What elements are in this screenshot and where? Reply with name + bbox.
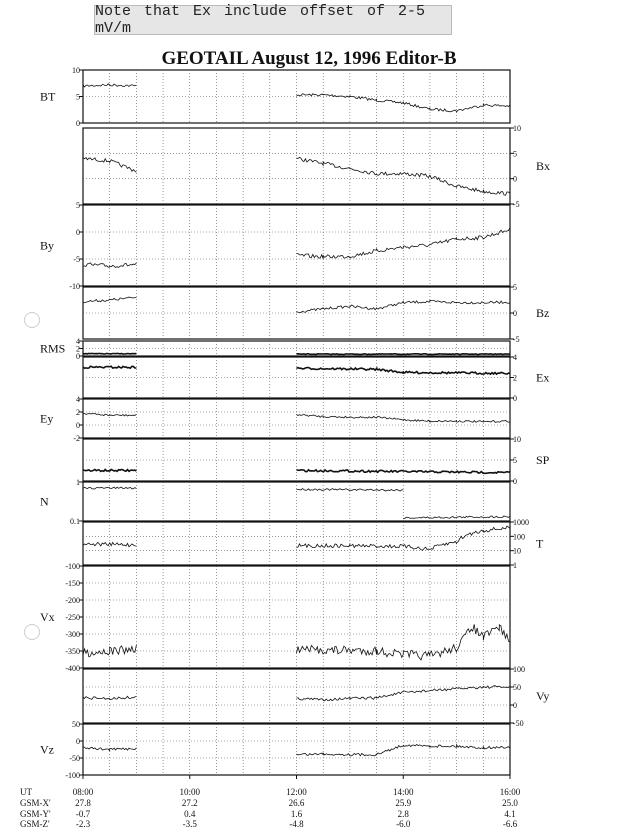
tick-label: 2 xyxy=(76,408,80,417)
tick-label: 0 xyxy=(76,737,80,746)
gsm-x-value: 25.0 xyxy=(502,798,518,808)
tick-label: -50 xyxy=(69,754,80,763)
panel-by xyxy=(79,205,510,286)
label-bz: Bz xyxy=(536,306,550,320)
panel-n xyxy=(79,482,510,521)
panel-bx xyxy=(83,128,514,204)
label-rms: RMS xyxy=(40,341,66,356)
gsm-z-value: -3.5 xyxy=(182,819,197,829)
tick-label: 5 xyxy=(76,201,80,210)
series-line-bt xyxy=(83,84,136,87)
tick-label: -2 xyxy=(73,434,80,443)
chart-title: GEOTAIL August 12, 1996 Editor-B xyxy=(161,48,457,69)
tick-label: 100 xyxy=(513,532,525,542)
gsm-z-value: -6.6 xyxy=(502,819,518,829)
tick-label: 5 xyxy=(513,149,517,159)
tick-label: -5 xyxy=(513,335,520,344)
tick-label: -350 xyxy=(65,647,80,656)
tick-label: 10 xyxy=(513,124,521,133)
tick-label: -200 xyxy=(65,596,80,605)
tick-label: 0.1 xyxy=(70,517,80,526)
ut-tick-label: 14:00 xyxy=(392,787,414,797)
series-line-ey xyxy=(83,413,136,416)
panel-ey xyxy=(79,399,510,438)
panel-vy xyxy=(83,669,514,723)
tick-label: -300 xyxy=(65,630,80,639)
label-t: T xyxy=(536,536,544,551)
panel-bt xyxy=(79,70,510,123)
tick-label: -10 xyxy=(69,282,80,291)
series-line-bz xyxy=(297,300,511,312)
tick-label: 100 xyxy=(513,665,525,674)
label-bx: Bx xyxy=(536,159,551,173)
gsm-y-value: 1.6 xyxy=(290,809,303,819)
gsm-y-value: 2.8 xyxy=(397,809,409,819)
series-line-ex xyxy=(297,368,511,375)
label-ex: Ex xyxy=(536,370,550,385)
tick-label: 10 xyxy=(513,435,521,444)
tick-label: 50 xyxy=(513,683,521,692)
label-vx: Vx xyxy=(40,610,55,624)
tick-label: 4 xyxy=(513,353,517,362)
tick-label: 0 xyxy=(513,309,517,318)
tick-label: -400 xyxy=(65,664,80,673)
offset-note: Note that Ex include offset of 2-5 mV/m xyxy=(94,5,452,35)
series-line-vz xyxy=(83,747,136,751)
tick-label: 1000 xyxy=(513,518,529,527)
tick-label: -100 xyxy=(65,562,80,571)
ut-tick-label: 16:00 xyxy=(499,787,521,797)
tick-label: 50 xyxy=(72,720,80,729)
tick-label: 0 xyxy=(513,394,517,403)
orbit-row-label: UT xyxy=(20,787,32,797)
tick-label: -100 xyxy=(65,771,80,780)
tick-label: 5 xyxy=(513,283,517,292)
tick-label: 0 xyxy=(76,421,80,430)
label-vy: Vy xyxy=(536,689,550,703)
gsm-x-value: 26.6 xyxy=(288,798,305,808)
tick-label: 1 xyxy=(513,561,517,570)
label-n: N xyxy=(40,494,49,509)
tick-label: 0 xyxy=(513,701,517,710)
panel-frame xyxy=(83,724,510,775)
series-line-rms xyxy=(83,353,136,354)
panel-bz xyxy=(83,287,514,339)
tick-label: 0 xyxy=(513,174,517,184)
label-vz: Vz xyxy=(40,742,54,757)
ut-tick-label: 08:00 xyxy=(72,787,94,797)
tick-label: 0 xyxy=(513,477,517,486)
tick-label: 10 xyxy=(72,66,80,75)
label-sp: SP xyxy=(536,453,550,467)
tick-label: 0 xyxy=(76,228,80,237)
label-bt: BT xyxy=(40,89,56,104)
tick-label: 2 xyxy=(513,373,517,383)
tick-label: 4 xyxy=(76,337,80,346)
orbit-row-label: GSM-Y' xyxy=(20,809,51,819)
gsm-y-value: -0.7 xyxy=(75,809,91,819)
gsm-x-value: 25.9 xyxy=(395,798,412,808)
gsm-x-value: 27.8 xyxy=(75,798,91,808)
series-line-ey xyxy=(297,414,511,422)
panel-sp xyxy=(83,439,514,481)
tick-label: 10 xyxy=(513,546,521,556)
ut-tick-label: 12:00 xyxy=(286,787,307,797)
tick-label: 5 xyxy=(76,92,80,102)
tick-label: 0 xyxy=(76,352,80,361)
panel-t xyxy=(83,522,514,565)
panel-frame xyxy=(83,128,510,204)
gsm-x-value: 27.2 xyxy=(181,798,198,808)
label-ey: Ey xyxy=(40,411,54,426)
panel-vx xyxy=(79,566,510,668)
tick-label: -50 xyxy=(513,719,524,728)
tick-label: -150 xyxy=(65,579,80,588)
tick-label: -5 xyxy=(73,255,80,264)
gsm-y-value: 0.4 xyxy=(184,809,196,819)
gsm-z-value: -2.3 xyxy=(75,819,91,829)
series-line-ex xyxy=(83,366,136,368)
label-by: By xyxy=(40,238,55,253)
series-line-rms xyxy=(297,354,511,355)
panel-rms xyxy=(79,341,510,356)
panel-ex xyxy=(83,357,514,398)
tick-label: 2 xyxy=(76,344,80,354)
orbit-row-label: GSM-X' xyxy=(20,798,51,808)
ut-tick-label: 10:00 xyxy=(179,787,201,797)
tick-label: -250 xyxy=(65,613,80,622)
gsm-z-value: -4.8 xyxy=(289,819,304,829)
tick-label: 0 xyxy=(76,119,80,128)
orbit-row-label: GSM-Z' xyxy=(20,819,50,829)
tick-label: 5 xyxy=(513,456,517,465)
tick-label: -5 xyxy=(513,200,520,209)
panel-vz xyxy=(79,724,510,775)
gsm-z-value: -6.0 xyxy=(396,819,411,829)
gsm-y-value: 4.1 xyxy=(504,809,516,819)
tick-label: 1 xyxy=(76,478,80,487)
tick-label: 4 xyxy=(76,395,80,404)
